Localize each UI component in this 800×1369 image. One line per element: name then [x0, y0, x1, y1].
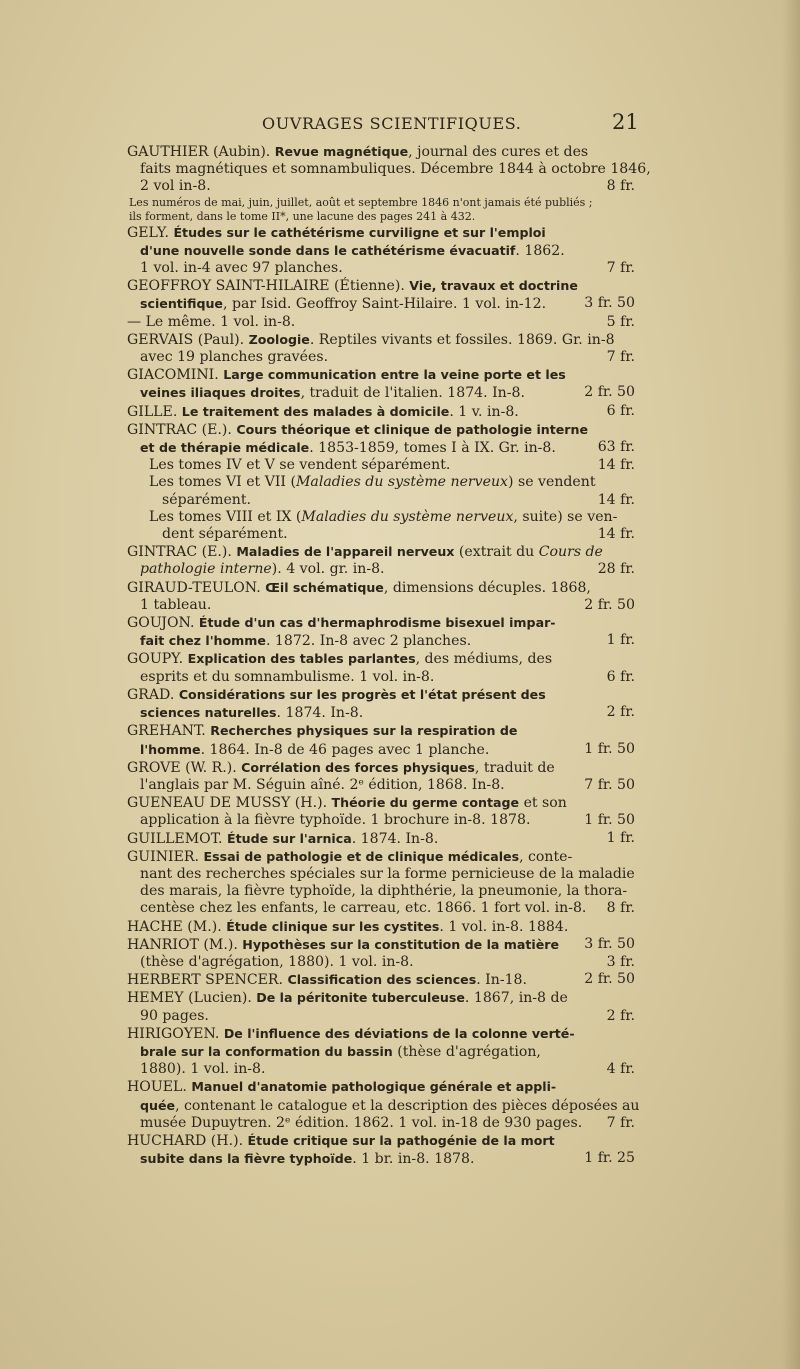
entry-line — [127, 830, 635, 848]
work-title: Explication des tables parlantes — [187, 651, 416, 667]
work-title: Classification des sciences — [287, 972, 477, 988]
entry-text: GOUJON. — [127, 615, 199, 632]
entry-line — [127, 561, 635, 578]
entry-text: 2 vol in-8. — [140, 178, 211, 195]
work-title: sciences naturelles — [140, 705, 277, 721]
work-title: Théorie du germe contage — [331, 795, 520, 811]
bibliography-entry — [127, 830, 635, 848]
entry-line — [127, 526, 635, 543]
entry-text: musée Dupuytren. 2ᵉ édition. 1862. 1 vol. in-18 de 930 pages. — [140, 1114, 583, 1131]
entry-text: . 1872. In-8 avec 2 planches. — [265, 633, 472, 650]
entry-line — [127, 349, 635, 366]
entry-line — [127, 1025, 635, 1043]
bibliography-entry — [127, 224, 635, 278]
entry-text: GREHANT. — [127, 723, 211, 740]
entry-line — [127, 161, 651, 178]
bibliography-entry — [127, 403, 635, 421]
entry-line — [127, 439, 635, 457]
entry-text: GINTRAC (E.). — [127, 421, 237, 438]
entry-line — [127, 314, 635, 331]
entry-line — [127, 632, 635, 650]
bibliography-entry — [127, 1078, 640, 1132]
entry-text: . 1862. — [515, 242, 565, 259]
price: 1 fr. — [606, 632, 635, 649]
entry-text: GUILLEMOT. — [127, 830, 227, 847]
entry-text: 1 vol. in-4 avec 97 planches. — [140, 260, 343, 277]
entry-line — [127, 759, 635, 777]
entry-text: dent séparément. — [162, 526, 288, 543]
work-title: Vie, travaux et doctrine — [409, 278, 578, 294]
entry-line — [127, 866, 635, 883]
page-number: 21 — [612, 110, 639, 134]
italic-text: pathologie interne — [140, 561, 272, 578]
work-title: subite dans la fièvre typhoïde — [140, 1151, 353, 1167]
entry-line — [127, 954, 635, 971]
entry-text: 1 tableau. — [140, 596, 212, 613]
entry-text: centèse chez les enfants, le carreau, etc. 1866. 1 fort vol. in-8. — [140, 900, 587, 917]
price: 8 fr. — [606, 178, 635, 195]
entry-line — [127, 989, 635, 1007]
entry-text: , contenant le catalogue et la description des pièces déposées au — [175, 1097, 640, 1114]
price: 63 fr. — [597, 439, 635, 456]
entry-line — [127, 918, 635, 936]
entry-text: Les tomes VIII et IX ( — [149, 508, 302, 525]
price: 14 fr. — [597, 457, 635, 474]
price: 2 fr. 50 — [584, 596, 635, 613]
entry-line — [127, 597, 635, 614]
entry-line — [127, 1150, 635, 1168]
entry-text: séparément. — [162, 491, 252, 508]
entry-line — [127, 1078, 635, 1096]
price: 6 fr. — [606, 668, 635, 685]
running-title: OUVRAGES SCIENTIFIQUES. — [262, 114, 522, 133]
entry-text: , par Isid. Geoffroy Saint-Hilaire. 1 vol. in-12. — [222, 296, 547, 313]
work-title: Revue magnétique — [274, 144, 409, 159]
work-title: Essai de pathologie et de clinique médicales — [203, 848, 520, 864]
entry-text: GIACOMINI. — [127, 367, 224, 384]
entry-text: HUCHARD (H.). — [127, 1132, 248, 1149]
entry-line — [127, 224, 635, 242]
entry-line — [127, 1132, 635, 1150]
work-title: Corrélation des forces physiques — [241, 759, 475, 775]
entry-text: , traduit de l'italien. 1874. In-8. — [300, 385, 525, 402]
entry-text: , des médiums, des — [415, 651, 553, 668]
entry-line — [127, 650, 635, 668]
entry-text: GROVE (W. R.). — [127, 759, 242, 776]
entry-line — [127, 178, 635, 195]
work-title: Étude clinique sur les cystites — [226, 918, 440, 934]
entry-line — [127, 669, 635, 686]
entry-line — [127, 295, 635, 313]
price: 6 fr. — [606, 402, 635, 419]
price: 3 fr. 50 — [584, 935, 635, 952]
entry-line — [127, 1115, 635, 1132]
work-title: quée — [140, 1097, 176, 1113]
price: 1 fr. 25 — [584, 1150, 635, 1167]
work-title: brale sur la conformation du bassin — [140, 1043, 393, 1059]
entry-line — [127, 579, 635, 597]
work-title: Zoologie — [248, 331, 310, 347]
italic-text: Cours de — [538, 544, 603, 561]
entry-text: HOUEL. — [127, 1079, 192, 1096]
price: 2 fr. — [606, 1007, 635, 1024]
work-title: Études sur le cathétérisme curviligne et sur l'emploi — [173, 224, 546, 240]
entry-line — [127, 331, 635, 349]
entry-line — [127, 1043, 635, 1061]
entry-line — [127, 277, 635, 295]
entry-text: application à la fièvre typhoïde. 1 brochure in-8. 1878. — [140, 812, 531, 829]
work-title: Cours théorique et clinique de pathologie interne — [236, 421, 589, 437]
entry-text: . 1864. In-8 de 46 pages avec 1 planche. — [200, 741, 490, 758]
price: 7 fr. — [606, 260, 635, 277]
italic-text: Maladies du système nerveux — [301, 508, 514, 525]
work-title: Large communication entre la veine porte et les — [223, 367, 566, 383]
entry-line — [127, 457, 635, 474]
entry-text: , suite) se ven- — [513, 508, 618, 525]
work-title: De la péritonite tuberculeuse — [256, 990, 465, 1006]
price: 2 fr. 50 — [584, 971, 635, 988]
entry-line — [127, 936, 635, 954]
entry-text: . 1 v. in-8. — [449, 403, 519, 420]
bibliography-entry — [127, 143, 651, 224]
entry-line — [127, 848, 635, 866]
bibliography-entry — [127, 1132, 635, 1168]
price: 3 fr. — [606, 953, 635, 970]
entry-line — [127, 900, 635, 917]
page-header — [0, 110, 800, 138]
entry-line — [127, 421, 635, 439]
entry-line — [127, 403, 635, 421]
page-gutter-shadow — [782, 0, 800, 1369]
entry-line — [127, 794, 635, 812]
price: 14 fr. — [597, 491, 635, 508]
price: 2 fr. — [606, 704, 635, 721]
price: 3 fr. 50 — [584, 295, 635, 312]
entry-line — [127, 614, 635, 632]
price: 5 fr. — [606, 313, 635, 330]
work-title: Le traitement des malades à domicile — [181, 403, 450, 419]
entry-text: avec 19 planches gravées. — [140, 349, 329, 366]
entry-note-line — [127, 196, 635, 210]
bibliography-entry — [127, 686, 635, 722]
price: 8 fr. — [606, 900, 635, 917]
work-title: d'une nouvelle sonde dans le cathétérisme évacuatif — [140, 242, 516, 258]
entry-text: HACHE (M.). — [127, 918, 227, 935]
work-title: fait chez l'homme — [140, 633, 266, 649]
entry-line — [127, 812, 635, 829]
bibliography-entry — [127, 543, 635, 578]
entry-text: . 1853-1859, tomes I à IX. Gr. in-8. — [309, 440, 556, 457]
work-title: Étude sur l'arnica — [226, 830, 352, 846]
entry-text: (thèse d'agrégation, — [392, 1043, 541, 1060]
entry-text: . 1874. In-8. — [276, 705, 364, 722]
entry-text: . 1 br. in-8. 1878. — [352, 1151, 475, 1168]
bibliography-entry — [127, 277, 635, 331]
price: 1 fr. 50 — [584, 812, 635, 829]
entry-text: Les tomes IV et V se vendent séparément. — [149, 457, 451, 474]
entry-text: Les tomes VI et VII ( — [149, 474, 296, 491]
entry-line — [127, 543, 635, 561]
entry-line — [127, 686, 635, 704]
entry-text: , conte- — [519, 848, 573, 865]
work-title: et de thérapie médicale — [140, 440, 310, 456]
entry-line — [127, 366, 635, 384]
price: 1 fr. 50 — [584, 740, 635, 757]
entry-text: (extrait du — [454, 544, 539, 561]
entry-text: . 1867, in-8 de — [464, 990, 568, 1007]
entry-line — [127, 509, 635, 526]
entry-text: GIRAUD-TEULON. — [127, 579, 266, 596]
entry-line — [127, 1008, 635, 1025]
entry-text: GRAD. — [127, 686, 179, 703]
entry-text: 1880). 1 vol. in-8. — [140, 1061, 266, 1078]
bibliography-entry — [127, 848, 635, 918]
bibliography-entry — [127, 1025, 635, 1079]
entry-line — [127, 777, 635, 794]
price: 14 fr. — [597, 526, 635, 543]
entry-text: HEMEY (Lucien). — [127, 990, 257, 1007]
work-title: Œil schématique — [265, 579, 384, 595]
bibliography-entry — [127, 650, 635, 685]
entry-line — [127, 143, 635, 161]
entry-text: ils forment, dans le tome II*, une lacune des pages 241 à 432. — [129, 209, 476, 223]
entry-line — [127, 492, 635, 509]
price: 7 fr. — [606, 349, 635, 366]
entry-text: . 1 vol. in-8. 1884. — [439, 918, 569, 935]
italic-text: Maladies du système nerveux — [295, 474, 508, 491]
price: 7 fr. — [606, 1114, 635, 1131]
bibliography-entry — [127, 936, 635, 971]
entry-text: HANRIOT (M.). — [127, 936, 243, 953]
bibliography-entry — [127, 759, 635, 794]
work-title: Considérations sur les progrès et l'état présent des — [178, 686, 546, 702]
entry-text: . In-18. — [476, 972, 527, 989]
entry-line — [127, 1061, 635, 1078]
work-title: Étude d'un cas d'hermaphrodisme bisexuel impar- — [198, 615, 556, 631]
work-title: Manuel d'anatomie pathologique générale et appli- — [191, 1079, 557, 1095]
entry-line — [127, 384, 635, 402]
entry-text: . 1874. In-8. — [351, 830, 439, 847]
entry-text: GELY. — [127, 224, 174, 241]
entry-text: ) se vendent — [508, 474, 596, 491]
entry-line — [127, 741, 635, 759]
bibliography-list — [127, 143, 651, 1168]
entry-line — [127, 722, 635, 740]
entry-text: GEOFFROY SAINT-HILAIRE (Étienne). — [127, 278, 410, 295]
entry-text: GUENEAU DE MUSSY (H.). — [127, 795, 332, 812]
entry-text: GAUTHIER (Aubin). — [127, 144, 275, 160]
entry-line — [127, 242, 635, 260]
bibliography-entry — [127, 614, 635, 650]
work-title: Maladies de l'appareil nerveux — [236, 544, 455, 560]
work-title: scientifique — [140, 296, 223, 312]
work-title: l'homme — [140, 741, 201, 757]
bibliography-entry — [127, 421, 635, 543]
price: 2 fr. 50 — [584, 384, 635, 401]
work-title: veines iliaques droites — [140, 385, 301, 401]
entry-text: — Le même. 1 vol. in-8. — [127, 313, 296, 330]
bibliography-entry — [127, 331, 635, 366]
entry-line — [127, 704, 635, 722]
entry-text: esprits et du somnambulisme. 1 vol. in-8. — [140, 668, 435, 685]
bibliography-entry — [127, 794, 635, 829]
bibliography-entry — [127, 366, 635, 402]
price: 7 fr. 50 — [584, 776, 635, 793]
entry-text: , dimensions décuples. 1868, — [383, 579, 591, 596]
entry-line — [127, 883, 635, 900]
entry-text: Les numéros de mai, juin, juillet, août et septembre 1846 n'ont jamais été publiés ; — [129, 195, 593, 209]
entry-text: et son — [519, 795, 567, 812]
entry-text: GOUPY. — [127, 651, 188, 668]
work-title: Hypothèses sur la constitution de la matière — [242, 936, 560, 952]
work-title: Recherches physiques sur la respiration de — [210, 723, 518, 739]
entry-text: (thèse d'agrégation, 1880). 1 vol. in-8. — [140, 953, 414, 970]
entry-text: des marais, la fièvre typhoïde, la diphthérie, la pneumonie, la thora- — [140, 883, 628, 900]
price: 28 fr. — [597, 561, 635, 578]
price: 1 fr. — [606, 829, 635, 846]
work-title: De l'influence des déviations de la colonne verté- — [223, 1025, 575, 1041]
entry-text: nant des recherches spéciales sur la forme pernicieuse de la maladie — [140, 865, 635, 882]
bibliography-entry — [127, 722, 635, 758]
bibliography-entry — [127, 579, 635, 614]
price: 4 fr. — [606, 1061, 635, 1078]
entry-text: l'anglais par M. Séguin aîné. 2ᵉ édition, 1868. In-8. — [140, 776, 505, 793]
entry-text: , journal des cures et des — [408, 144, 589, 160]
entry-line — [127, 1097, 640, 1115]
entry-line — [127, 474, 635, 491]
entry-text: GUINIER. — [127, 848, 204, 865]
entry-text: HERBERT SPENCER. — [127, 972, 288, 989]
bibliography-entry — [127, 971, 635, 989]
entry-note-line — [127, 210, 635, 224]
entry-text: 90 pages. — [140, 1007, 209, 1024]
entry-text: faits magnétiques et somnambuliques. Décembre 1844 à octobre 1846, — [140, 161, 651, 178]
entry-text: , traduit de — [474, 759, 555, 776]
bibliography-entry — [127, 989, 635, 1024]
entry-line — [127, 260, 635, 277]
entry-text: HIRIGOYEN. — [127, 1025, 224, 1042]
entry-text: GINTRAC (E.). — [127, 544, 237, 561]
work-title: Étude critique sur la pathogénie de la mort — [247, 1132, 555, 1148]
entry-text: GILLE. — [127, 403, 182, 420]
entry-text: ). 4 vol. gr. in-8. — [271, 561, 385, 578]
entry-line — [127, 971, 635, 989]
entry-text: GERVAIS (Paul). — [127, 331, 249, 348]
entry-text: . Reptiles vivants et fossiles. 1869. Gr. in-8 — [309, 331, 615, 348]
